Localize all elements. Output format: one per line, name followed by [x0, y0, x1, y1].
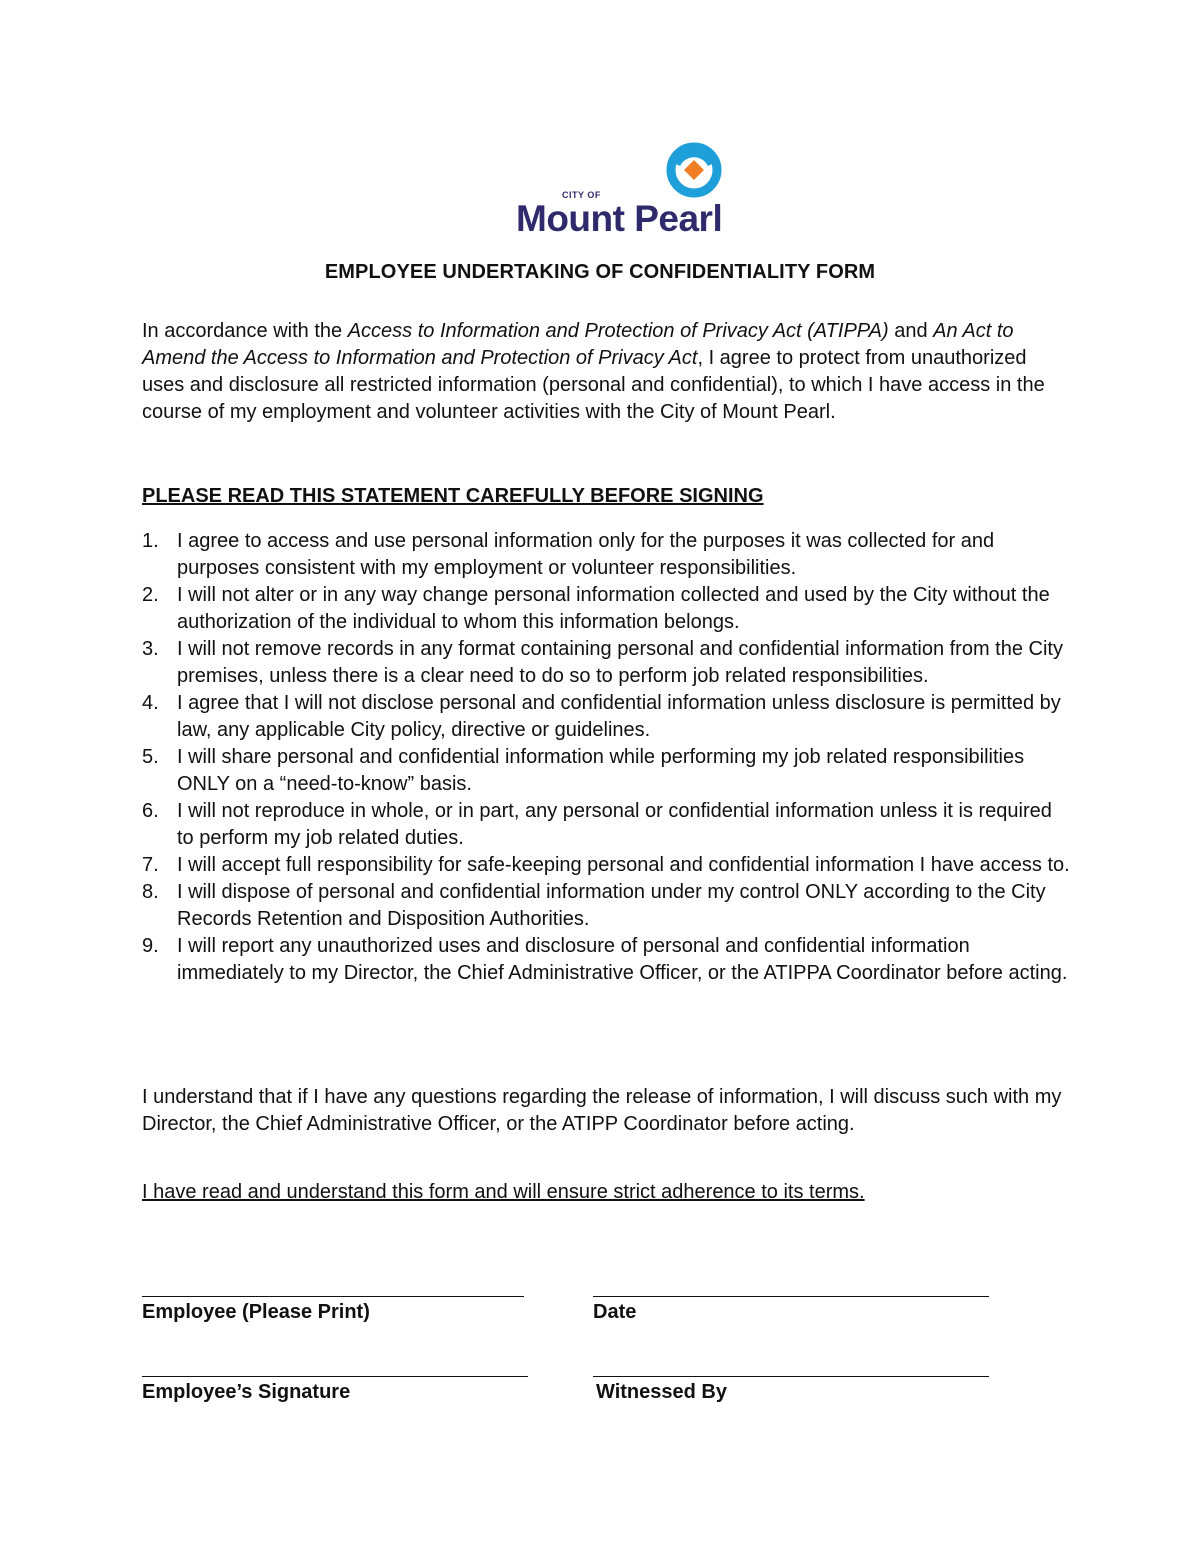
item-number: 1. — [142, 530, 159, 552]
undertaking-list — [142, 528, 1072, 987]
logo-name: Mount Pearl — [516, 198, 723, 239]
list-item — [142, 636, 1072, 690]
item-text: I will accept full responsibility for safe-keeping personal and confidential information I have access to. — [177, 854, 1070, 876]
closing-paragraph — [142, 1084, 1072, 1138]
employee-signature-label: Employee’s Signature — [142, 1381, 351, 1403]
list-item — [142, 798, 1072, 852]
item-number: 6. — [142, 800, 159, 822]
list-item — [142, 528, 1072, 582]
intro-text-2: and — [888, 320, 934, 342]
item-text: I will dispose of personal and confidential information under my control ONLY according to the City Records Retention and Disposition Authorities. — [177, 881, 1046, 930]
intro-text-1: In accordance with the — [142, 320, 348, 342]
item-number: 7. — [142, 854, 159, 876]
date-label: Date — [593, 1301, 637, 1323]
item-text: I agree to access and use personal information only for the purposes it was collected for and purposes consistent with my employment or volunteer responsibilities. — [177, 530, 995, 579]
item-text: I agree that I will not disclose personal and confidential information unless disclosure is permitted by law, any applicable City policy, directive or guidelines. — [177, 692, 1061, 741]
employee-print-line[interactable] — [142, 1296, 524, 1297]
list-item — [142, 690, 1072, 744]
amend-act-title: An Act to Amend the Access to Information and Protection of Privacy Act — [142, 320, 1014, 369]
atippa-act-title: Access to Information and Protection of Privacy Act (ATIPPA) — [347, 320, 889, 342]
date-line[interactable] — [593, 1296, 989, 1297]
item-number: 5. — [142, 746, 159, 768]
section-heading: PLEASE READ THIS STATEMENT CAREFULLY BEFORE SIGNING — [142, 485, 764, 507]
city-logo — [515, 140, 735, 239]
item-number: 9. — [142, 935, 159, 957]
witness-line[interactable] — [593, 1376, 989, 1377]
item-text: I will share personal and confidential information while performing my job related responsibilities ONLY on a “need-to-know” basis. — [177, 746, 1025, 795]
item-text: I will report any unauthorized uses and disclosure of personal and confidential information immediately to my Director, the Chief Administrative Officer, or the ATIPPA Coordinator before acting. — [177, 935, 1068, 984]
list-item — [142, 582, 1072, 636]
intro-text-3: , I agree to protect from unauthorized uses and disclosure all restricted information (personal and confidential), to which I have access in the course of my employment and volunteer activities with the City of Mount Pearl. — [142, 347, 1045, 423]
item-text: I will not alter or in any way change personal information collected and used by the City without the authorization of the individual to whom this information belongs. — [177, 584, 1050, 633]
item-text: I will not reproduce in whole, or in part, any personal or confidential information unless it is required to perform my job related duties. — [177, 800, 1052, 849]
list-item — [142, 852, 1072, 879]
form-title: EMPLOYEE UNDERTAKING OF CONFIDENTIALITY FORM — [324, 261, 876, 283]
item-text: I will not remove records in any format containing personal and confidential information from the City premises, unless there is a clear need to do so to perform job related responsibilities. — [177, 638, 1063, 687]
item-number: 2. — [142, 584, 159, 606]
item-number: 8. — [142, 881, 159, 903]
closing-text: I understand that if I have any questions regarding the release of information, I will discuss such with my Director, the Chief Administrative Officer, or the ATIPP Coordinator before acting. — [142, 1086, 1062, 1135]
agreement-statement: I have read and understand this form and will ensure strict adherence to its terms. — [142, 1181, 865, 1203]
item-number: 3. — [142, 638, 159, 660]
pearl-logo-icon — [666, 142, 722, 198]
list-item — [142, 744, 1072, 798]
witnessed-by-label: Witnessed By — [596, 1381, 727, 1403]
employee-print-label: Employee (Please Print) — [142, 1301, 370, 1323]
logo-city-of: CITY OF — [562, 190, 601, 200]
list-item — [142, 933, 1072, 987]
list-item — [142, 879, 1072, 933]
employee-signature-line[interactable] — [142, 1376, 528, 1377]
intro-paragraph — [142, 318, 1072, 426]
item-number: 4. — [142, 692, 159, 714]
